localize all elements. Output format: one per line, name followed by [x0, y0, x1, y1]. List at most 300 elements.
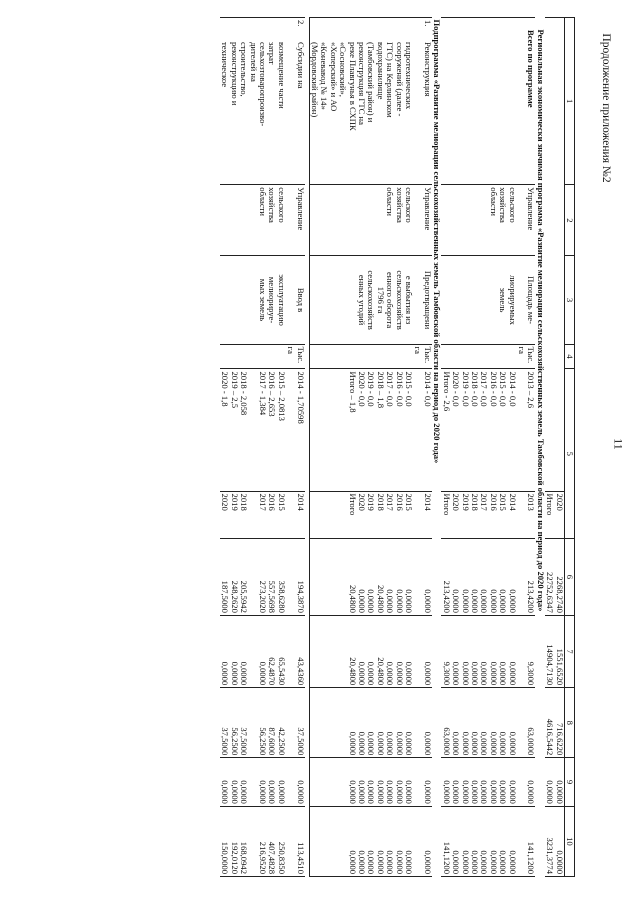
item1-v7: 0,0000	[413, 615, 432, 687]
item1-row	[394, 18, 403, 877]
item2-indicator-line	[220, 256, 229, 344]
total-v10: 0,0000	[479, 806, 488, 876]
item2-unit: Тыс. га	[286, 344, 305, 369]
item2-v6: 273,2020	[258, 539, 267, 616]
total-indicator-line	[451, 256, 460, 344]
item1-name-line	[357, 18, 366, 185]
item2-v8: 87,6000	[267, 688, 276, 758]
item1-value-line: 2018 – 1,8	[375, 369, 384, 491]
total-row	[507, 18, 516, 877]
item1-v10	[328, 806, 337, 876]
item1-name-line	[404, 18, 413, 185]
column-number-10: 10	[564, 806, 574, 876]
item2-name-line	[229, 18, 238, 185]
item2-executor-line: области	[258, 185, 267, 256]
item1-indicator-line: енных угодий	[357, 256, 366, 344]
item1-executor-line: сельского	[404, 185, 413, 256]
item1-v8	[309, 688, 319, 758]
item1-v6	[328, 539, 337, 616]
total-v10: 0,0000	[488, 806, 497, 876]
total-row	[470, 18, 479, 877]
item2-name-line	[239, 18, 248, 185]
item2-value-line: 2020 - 1,8	[220, 369, 229, 491]
item1-v6	[319, 539, 328, 616]
item1-indicator-line: е выбытия из	[404, 256, 413, 344]
item1-v7: 20,4800	[347, 615, 356, 687]
item1-v9: 0,0000	[357, 758, 366, 807]
item2-name-text: строительство,	[239, 42, 250, 97]
item2-v6: 187,5000	[220, 539, 229, 616]
item2-v10: 192,0120	[229, 806, 238, 876]
item2-unit	[276, 344, 285, 369]
rotated-table-page	[0, 17, 575, 877]
item1-indicator-line: енного оборота	[385, 256, 394, 344]
item1-row	[413, 18, 432, 877]
total-unit	[498, 344, 507, 369]
total-v8: 63,0000	[517, 688, 536, 758]
total-indicator-line	[470, 256, 479, 344]
item2-year: 2019	[229, 491, 238, 538]
item1-name-line	[309, 18, 319, 185]
column-number-9: 9	[564, 758, 574, 807]
item2-row	[239, 18, 248, 877]
total-v9: 0,0000	[517, 758, 536, 807]
total-name-line	[470, 18, 479, 185]
item2-year: 2016	[267, 491, 276, 538]
item1-v8: 0,0000	[357, 688, 366, 758]
item2-executor-line: хозяйства	[267, 185, 276, 256]
item2-v8: 56,2500	[229, 688, 238, 758]
item1-v8: 0,0000	[375, 688, 384, 758]
total-name-line	[441, 18, 450, 185]
item1-row	[375, 18, 384, 877]
item1-year	[319, 491, 328, 538]
total-indicator-line: лиорируемых	[507, 256, 516, 344]
total-row	[460, 18, 469, 877]
total-year: 2020	[451, 491, 460, 538]
item1-unit	[309, 344, 319, 369]
item1-v10: 0,0000	[394, 806, 403, 876]
item2-v9: 0,0000	[267, 758, 276, 807]
item2-row	[220, 18, 229, 877]
item2-v6	[248, 539, 257, 616]
item1-name-line	[347, 18, 356, 185]
item1-row	[338, 18, 347, 877]
total-indicator-line	[479, 256, 488, 344]
total-name-line	[460, 18, 469, 185]
item2-unit	[229, 344, 238, 369]
item1-v6: 20,4800	[375, 539, 384, 616]
total-name-line	[488, 18, 497, 185]
total-v10: 0,0000	[460, 806, 469, 876]
item2-name-text: Субсидии на	[295, 42, 306, 89]
item1-v9	[309, 758, 319, 807]
item2-executor-line	[220, 185, 229, 256]
item1-v6: 0,0000	[404, 539, 413, 616]
item1-v10: 0,0000	[375, 806, 384, 876]
empty-cell	[554, 344, 564, 369]
item2-year: 2020	[220, 491, 229, 538]
item1-name-line	[319, 18, 328, 185]
item1-v6	[338, 539, 347, 616]
item2-v9: 0,0000	[229, 758, 238, 807]
item2-row	[286, 18, 305, 877]
total-v7: 0,0000	[460, 615, 469, 687]
item2-v10: 168,0942	[239, 806, 248, 876]
total-v6: 0,0000	[451, 539, 460, 616]
subprogram-title: Подпрограмма «Развитие мелиорации сельскохозяйственных земель Тамбовской области на период до 2020 года»	[432, 19, 443, 464]
item1-v10	[319, 806, 328, 876]
item2-name-text: техническое	[220, 42, 231, 88]
page-number: 11	[611, 438, 626, 450]
item1-indicator-line	[309, 256, 319, 344]
item1-indicator-line	[338, 256, 347, 344]
item1-row	[357, 18, 366, 877]
item1-v9: 0,0000	[347, 758, 356, 807]
empty-cell	[545, 344, 554, 369]
total-v6: 0,0000	[488, 539, 497, 616]
item1-name-text: реконструкция ГТС на	[357, 42, 368, 125]
item2-v8: 37,5000	[286, 688, 305, 758]
item1-value-line: 2020 - 0,0	[357, 369, 366, 491]
item2-v9: 0,0000	[239, 758, 248, 807]
total-unit	[451, 344, 460, 369]
total-v10: 0,0000	[498, 806, 507, 876]
year-cell: Итого	[545, 491, 554, 538]
item2-v9: 0,0000	[220, 758, 229, 807]
item2-unit	[258, 344, 267, 369]
total-v6: 0,0000	[507, 539, 516, 616]
item2-indicator-line: Ввод в	[286, 256, 305, 344]
item1-v7: 0,0000	[404, 615, 413, 687]
item2-indicator-line	[229, 256, 238, 344]
item1-v10: 0,0000	[404, 806, 413, 876]
item1-v9: 0,0000	[375, 758, 384, 807]
total-v6: 213,4200	[441, 539, 450, 616]
total-v7: 9,3000	[441, 615, 450, 687]
item2-value-line: 2019 – 2,5	[229, 369, 238, 491]
item1-year: Итого	[347, 491, 356, 538]
total-row	[451, 18, 460, 877]
item1-v9: 0,0000	[404, 758, 413, 807]
total-year: 2017	[479, 491, 488, 538]
column-number-4: 4	[564, 344, 574, 369]
empty-cell	[545, 185, 554, 256]
item1-v7	[319, 615, 328, 687]
item1-indicator-line: сельскохозяйств	[394, 256, 403, 344]
item1-v9: 0,0000	[366, 758, 375, 807]
item1-value-line	[338, 369, 347, 491]
item2-v7: 0,0000	[229, 615, 238, 687]
item1-unit	[357, 344, 366, 369]
total-executor-line: хозяйства	[498, 185, 507, 256]
item1-indicator-line	[328, 256, 337, 344]
item1-v10: 0,0000	[413, 806, 432, 876]
item2-value-line: 2016 – 2,653	[267, 369, 276, 491]
total-row	[441, 18, 450, 877]
value-v7: 1551,6520	[554, 615, 564, 687]
item1-name-line	[338, 18, 347, 185]
total-v9: 0,0000	[479, 758, 488, 807]
program-title: Региональная экономически значимая программа «Развитие мелиорации сельскохозяйственных земель Тамбовской области на период до 2020 года»	[535, 29, 546, 612]
item2-year: 2014	[286, 491, 305, 538]
total-v7: 0,0000	[451, 615, 460, 687]
total-year: 2013	[517, 491, 536, 538]
total-value-line: Итого - 2,6	[441, 369, 450, 491]
total-v7: 0,0000	[470, 615, 479, 687]
total-indicator-line	[460, 256, 469, 344]
item2-v6: 358,6280	[276, 539, 285, 616]
value-v9: 0,0000	[545, 758, 554, 807]
item1-name-text: сооружений (далее -	[394, 42, 405, 117]
total-executor-line: Управление	[517, 185, 536, 256]
total-unit	[460, 344, 469, 369]
item1-name-line	[413, 18, 432, 185]
total-row	[498, 18, 507, 877]
item2-executor-line	[248, 185, 257, 256]
item2-v6: 194,3870	[286, 539, 305, 616]
item1-indicator-line	[347, 256, 356, 344]
total-v10: 0,0000	[470, 806, 479, 876]
total-v7: 0,0000	[507, 615, 516, 687]
total-v8: 0,0000	[451, 688, 460, 758]
total-label: Всего по программе	[526, 30, 537, 108]
year-cell: 2020	[554, 491, 564, 538]
item2-name-line	[220, 18, 229, 185]
value-v10: 3231,3774	[545, 806, 554, 876]
item1-value-line	[319, 369, 328, 491]
item1-unit	[347, 344, 356, 369]
total-v7: 0,0000	[498, 615, 507, 687]
total-unit	[441, 344, 450, 369]
total-year: 2019	[460, 491, 469, 538]
column-number-2: 2	[564, 185, 574, 256]
item1-executor-line	[347, 185, 356, 256]
total-indicator-line: Площадь ме-	[517, 256, 536, 344]
item2-indicator-line: мелиорируе-	[267, 256, 276, 344]
total-name-line	[451, 18, 460, 185]
total-value-line: 2015 - 0,0	[498, 369, 507, 491]
item1-number: 1.	[422, 20, 433, 27]
item2-year: 2017	[258, 491, 267, 538]
total-executor-line	[451, 185, 460, 256]
item2-v8: 56,2500	[258, 688, 267, 758]
item1-v9: 0,0000	[413, 758, 432, 807]
total-row	[517, 18, 536, 877]
item1-year: 2016	[394, 491, 403, 538]
item2-indicator-line	[239, 256, 248, 344]
total-v7: 0,0000	[479, 615, 488, 687]
column-number-5: 5	[564, 369, 574, 539]
item1-v10: 0,0000	[347, 806, 356, 876]
total-v9: 0,0000	[460, 758, 469, 807]
column-number-8: 8	[564, 688, 574, 758]
item2-value-line: 2014 - 1,70598	[286, 369, 305, 491]
item1-v8: 0,0000	[366, 688, 375, 758]
total-v6: 0,0000	[470, 539, 479, 616]
item1-executor-line	[328, 185, 337, 256]
item1-name-text: «Сосновский»,	[338, 42, 349, 97]
item1-name-line	[366, 18, 375, 185]
total-v10: 141,1200	[441, 806, 450, 876]
item1-indicator-line: Предотвращени	[413, 256, 432, 344]
item2-v9	[248, 758, 257, 807]
column-number-7: 7	[564, 615, 574, 687]
item1-executor-line: Управление	[413, 185, 432, 256]
value-v6: 22752,6347	[545, 539, 554, 616]
item2-name-line	[248, 18, 257, 185]
total-value-line: 2016 - 0,0	[488, 369, 497, 491]
total-v8: 0,0000	[498, 688, 507, 758]
item2-name-text: дителей на	[248, 42, 259, 82]
column-number-3: 3	[564, 256, 574, 344]
item1-v6: 0,0000	[385, 539, 394, 616]
item2-v6: 248,2620	[229, 539, 238, 616]
item1-v8: 0,0000	[413, 688, 432, 758]
empty-cell	[545, 18, 554, 185]
item1-executor-line: области	[385, 185, 394, 256]
item1-value-line: 2015 - 0,0	[404, 369, 413, 491]
total-indicator-line: земель	[498, 256, 507, 344]
item1-name-text: «Коневавод № 14»	[319, 42, 330, 110]
total-v10: 141,1200	[517, 806, 536, 876]
continuation-note: Продолжение приложения №2	[600, 33, 612, 183]
item1-year: 2019	[366, 491, 375, 538]
total-year: 2015	[498, 491, 507, 538]
total-row	[479, 18, 488, 877]
total-value-line: 2020 - 0,0	[451, 369, 460, 491]
total-executor-line	[441, 185, 450, 256]
column-number-1: 1	[564, 18, 574, 185]
total-v9: 0,0000	[441, 758, 450, 807]
total-v7: 0,0000	[488, 615, 497, 687]
item1-unit: Тыс. га	[413, 344, 432, 369]
item1-row	[385, 18, 394, 877]
item1-v8	[319, 688, 328, 758]
item1-unit	[319, 344, 328, 369]
item2-executor-line	[229, 185, 238, 256]
item1-executor-line	[375, 185, 384, 256]
item2-year: 2018	[239, 491, 248, 538]
item1-year	[309, 491, 319, 538]
item1-indicator-line	[319, 256, 328, 344]
item1-year	[328, 491, 337, 538]
item1-v8: 0,0000	[394, 688, 403, 758]
item2-v7: 0,0000	[220, 615, 229, 687]
item2-name-text: возмещение части	[276, 42, 287, 109]
total-unit	[479, 344, 488, 369]
item1-name-text: водохранилище	[375, 42, 386, 100]
value-v8: 716,6220	[554, 688, 564, 758]
item2-indicator-line	[248, 256, 257, 344]
total-v6: 213,4200	[517, 539, 536, 616]
value-v7: 14904,7130	[545, 615, 554, 687]
item1-name-line	[328, 18, 337, 185]
total-v8: 0,0000	[479, 688, 488, 758]
item1-value-line: 2017 - 0,0	[385, 369, 394, 491]
item1-year	[338, 491, 347, 538]
total-v10: 0,0000	[507, 806, 516, 876]
item1-v8: 0,0000	[347, 688, 356, 758]
item1-v6: 0,0000	[366, 539, 375, 616]
item2-row	[229, 18, 238, 877]
item1-v6: 20,4800	[347, 539, 356, 616]
total-year: Итого	[441, 491, 450, 538]
item1-value-line: 2014 - 0,0	[413, 369, 432, 491]
item1-v9	[328, 758, 337, 807]
item1-unit	[375, 344, 384, 369]
item2-v7	[248, 615, 257, 687]
total-v8: 63,0000	[441, 688, 450, 758]
item2-v10: 250,8350	[276, 806, 285, 876]
item2-executor-line: Управление	[286, 185, 305, 256]
total-v9: 0,0000	[507, 758, 516, 807]
item2-row	[276, 18, 285, 877]
item1-v7: 20,4800	[375, 615, 384, 687]
item1-name-line	[394, 18, 403, 185]
item1-executor-line	[309, 185, 319, 256]
item2-v7: 65,5430	[276, 615, 285, 687]
item2-unit	[220, 344, 229, 369]
item1-v10	[338, 806, 347, 876]
item1-name-text: Реконструкция	[422, 42, 433, 97]
item1-v8	[338, 688, 347, 758]
item1-indicator-line: сельскохозяйств	[366, 256, 375, 344]
total-unit	[507, 344, 516, 369]
item2-row	[267, 18, 276, 877]
item1-v8	[328, 688, 337, 758]
item1-row	[347, 18, 356, 877]
item1-executor-line	[366, 185, 375, 256]
empty-cell	[545, 369, 554, 491]
item2-v8: 37,5000	[220, 688, 229, 758]
item1-v8: 0,0000	[404, 688, 413, 758]
item1-executor-line	[319, 185, 328, 256]
item1-name-line	[385, 18, 394, 185]
item2-v9: 0,0000	[286, 758, 305, 807]
total-v10: 0,0000	[451, 806, 460, 876]
total-header-row	[545, 18, 554, 877]
item2-v7: 62,4870	[267, 615, 276, 687]
item1-row	[328, 18, 337, 877]
item1-year: 2015	[404, 491, 413, 538]
item2-indicator-line: мых земель	[258, 256, 267, 344]
value-v6: 2268,2740	[554, 539, 564, 616]
item2-v7: 0,0000	[258, 615, 267, 687]
item1-value-line: Итого – 1,8	[347, 369, 356, 491]
total-indicator-line	[488, 256, 497, 344]
item2-value-line	[248, 369, 257, 491]
total-name-line	[517, 18, 536, 185]
item2-name-line	[267, 18, 276, 185]
item2-unit	[248, 344, 257, 369]
total-value-line: 2013 – 2,6	[517, 369, 536, 491]
item1-v7	[328, 615, 337, 687]
total-value-line: 2017 - 0,0	[479, 369, 488, 491]
item2-name-text: реконструкцию и	[229, 42, 240, 106]
total-v6: 0,0000	[479, 539, 488, 616]
item1-row	[309, 18, 319, 877]
item1-name-text: (Тамбовский район) и	[366, 42, 377, 123]
item1-unit	[328, 344, 337, 369]
item1-year: 2020	[357, 491, 366, 538]
item2-row	[248, 18, 257, 877]
program-title-row	[535, 18, 544, 877]
item2-v10: 150,0000	[220, 806, 229, 876]
item1-year: 2018	[375, 491, 384, 538]
empty-cell	[545, 256, 554, 344]
item2-row	[258, 18, 267, 877]
